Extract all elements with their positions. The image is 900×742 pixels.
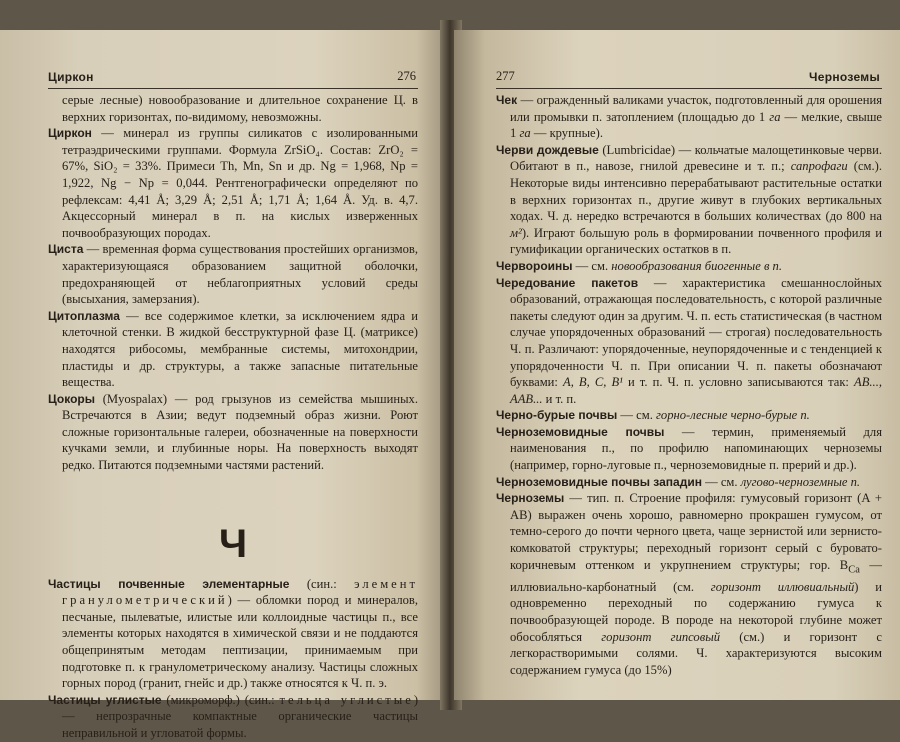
entry-term: Черноземовидные почвы [496,424,665,439]
cross-reference: сапрофаги [790,159,848,174]
entry-term: Черноземы [496,491,565,506]
dictionary-entry [48,391,418,474]
italic-unit: м² [510,225,522,240]
cross-reference: горизонт иллювиальный [710,579,855,594]
italic-unit: га [519,126,531,141]
dictionary-entry [496,474,882,491]
left-page-header [48,54,418,89]
right-page-body [496,92,882,678]
left-page-body [48,92,418,742]
entry-term: Черно-бурые почвы [496,408,618,423]
entry-definition: (см.) и горизонт с легкорастворимыми солями. Ч. характеризуются высоким содержанием гумуса (до 15%) [510,629,882,677]
entry-term: Червороины [496,258,573,273]
right-page [454,30,900,700]
entry-definition: ) — непрозрачные компактные органические частицы неправильной и угловатой формы. [62,692,419,740]
right-running-head: Черноземы [808,70,880,84]
entry-definition: — см. [617,408,656,423]
entry-term: Частицы почвенные элементарные [48,576,290,591]
entry-term: Чередование пакетов [496,275,639,290]
entry-term: Циркон [48,126,92,141]
dictionary-entry [48,576,418,692]
dictionary-entry [496,258,882,275]
dictionary-entry [496,424,882,474]
spaced-synonym: элемент гранулометрический [62,576,418,608]
dictionary-entry [48,692,418,742]
entry-definition: — все содержимое клетки, за исключением ядра и клеточной стенки. В жидкой бесструктурной фазе Ц. (матриксе) находятся рибосомы, мембранные системы, митохондрии, пластиды и др. структуры, а также запасные питательные вещества. [62,308,418,390]
entry-term: Черви дождевые [496,142,599,157]
dictionary-entry [48,241,418,307]
dictionary-entry [48,125,418,241]
cross-reference: горизонт гипсовый [601,629,721,644]
cross-reference: лугово-черноземные п. [740,474,861,489]
italic-notation: A, B, C, B¹ [563,375,623,390]
entry-definition: (см.). Некоторые виды интенсивно перерабатывают растительные остатки в верхних горизонтах п., другие живут в глубоких вертикальных ходах. Ч. д. нередко встречаются в больших количествах (до 800 на [510,159,882,224]
dictionary-entry [496,92,882,142]
entry-term: Частицы углистые [48,692,162,707]
dictionary-entry [496,490,882,678]
left-page [0,30,448,740]
italic-notation: AB..., AAB... [510,375,882,406]
entry-term: Цитоплазма [48,308,120,323]
italic-unit: га [769,109,781,124]
entry-definition: и т. п. [542,391,577,406]
entry-term: Цокоры [48,391,95,406]
entry-term: Циста [48,242,84,257]
entry-prefix: (син.: [289,576,355,591]
entry-definition: — временная форма существования простейших организмов, характеризующаяся образованием защитной оболочки, предохраняющей от неблагоприятных условий среды (высыхания, замерзания). [62,242,418,307]
cross-reference: горно-лесные черно-бурые п. [656,408,810,423]
dictionary-entry [48,308,418,391]
entry-definition: (Myospalax) — род грызунов из семейства мышиных. Встречаются в Азии; ведут подземный образ жизни. Роют сложные горизонтальные галереи, обозначенные на поверхности кучками земли, и глубинные норы. На поверхность выходят редко. Питаются подземными частями растений. [62,391,418,473]
entry-definition: ) и одновременно переходный по содержанию гумуса к почвообразующей породе. В породе на некоторой глубине может обособляться [510,579,882,644]
entry-term: Чек [496,93,518,107]
continuation-text: серые лесные) новообразование и длительное сохранение Ц. в верхних горизонтах, по-видимому, невозможны. [62,93,418,124]
entry-definition: — иллювиально-карбонатный (см. [510,557,882,594]
section-letter: Ч [218,521,248,566]
entry-definition: — крупные). [530,126,603,141]
left-running-head: Циркон [48,70,94,84]
entry-definition: — термин, применяемый для наименования п., по профилю напоминающих черноземы (например, горно-луговые п., черноземовидные п. прерий и др.). [510,424,882,473]
entry-definition: ). Играют большую роль в формировании почвенного профиля и гумификации органических остатков в п. [510,225,882,257]
entry-definition: — огражденный валиками участок, подготовленный для орошения или промывки п. затоплением (площадью до 1 [510,93,882,124]
subscript: Ca [848,564,860,576]
entry-definition: — см. [701,474,741,489]
dictionary-entry [496,407,882,424]
dictionary-entry [496,275,882,408]
entry-term: Черноземовидные почвы западин [496,474,702,489]
entry-definition: (Lumbricidae) — кольчатые малощетинковые черви. Обитают в п., навозе, гнилой древесине и т. п.; [510,142,882,174]
left-page-number: 276 [397,69,416,83]
entry-definition: — характеристика смешаннослойных образований, отражающая последовательность, с которой различные пакеты следуют один за другим. Ч. п. есть статистическая (в частном случае упорядоченных образований — строгая) последовательность Ч. п. Различают: упорядоченные, неупорядоченные и с тенденцией к упорядоченности Ч. п. При описании Ч. п. пакеты обозначают буквами: [510,275,883,390]
dictionary-entry [496,142,882,258]
right-page-header [496,54,882,89]
entry-definition: — мелкие, свыше 1 [510,109,882,141]
cross-reference: новообразования биогенные в п. [611,258,783,273]
entry-prefix: (микроморф.) (син.: [161,692,280,707]
entry-definition: ) — обломки пород и минералов, песчаные, пылеватые, илистые или коллоидные частицы п., все элементы которых находятся в химической связи и не поддаются общепринятым методам пептизации, принимаемым при подготовке п. к гранулометрическому анализу. Частицы сложных горных пород (гранит, гнейс и др.) также относятся к Ч. п. э. [62,593,418,691]
right-page-number: 277 [496,69,515,83]
entry-definition: — минерал из группы силикатов с изолированными тетраэдрическими группами. Формула ZrSiO₄. Состав: ZrO₂ = 67%, SiO₂ = 33%. Примеси Th, Mn, Sn и др. Ng = 1,968, Np = 1,922, Ng − Np = 0,044. Рентгенографически определяют по рефлексам: 4,41 Å; 3,29 Å; 2,51 Å; 1,71 Å; 1,64 Å. Уд. в. 4,7. Акцессорный минерал в п. на кислых изверженных почвообразующих породах. [62,126,418,240]
spaced-synonym: тельца углистые [279,692,414,707]
entry-definition: — см. [572,258,612,273]
entry-definition: и т. п. Ч. п. условно записываются так: [622,375,855,390]
entry-definition: — тип. п. Строение профиля: гумусовый горизонт (A + AB) выражен очень хорошо, равномерно прокрашен гумусом, от темно-серого до почти черного цвета, чаще зернистой или зернисто-комковатой структуры; переходный горизонт серый с буровато-коричневым оттенком и укрупнением структуры; гор. B [510,491,882,572]
